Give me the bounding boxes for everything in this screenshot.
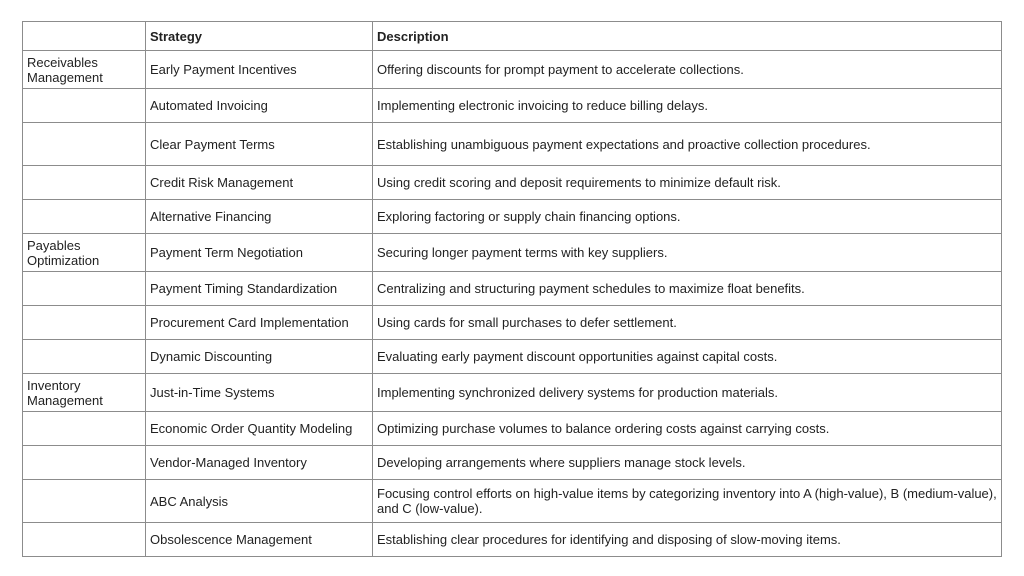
strategy-cell: Just-in-Time Systems [146, 374, 373, 412]
strategy-cell: Alternative Financing [146, 200, 373, 234]
strategy-cell: Early Payment Incentives [146, 51, 373, 89]
category-cell [23, 446, 146, 480]
table-row [23, 200, 1002, 234]
category-cell [23, 272, 146, 306]
table-row [23, 89, 1002, 123]
strategy-cell: Obsolescence Management [146, 523, 373, 557]
strategy-cell: ABC Analysis [146, 480, 373, 523]
category-cell [23, 480, 146, 523]
category-cell [23, 412, 146, 446]
table-row [23, 272, 1002, 306]
category-cell [23, 89, 146, 123]
description-cell: Implementing electronic invoicing to reduce billing delays. [373, 89, 1002, 123]
description-cell: Using cards for small purchases to defer settlement. [373, 306, 1002, 340]
category-cell [23, 340, 146, 374]
category-cell: Receivables Management [23, 51, 146, 89]
header-row [23, 22, 1002, 51]
strategy-cell: Vendor-Managed Inventory [146, 446, 373, 480]
table-row [23, 234, 1002, 272]
category-cell: Inventory Management [23, 374, 146, 412]
description-cell: Establishing clear procedures for identifying and disposing of slow-moving items. [373, 523, 1002, 557]
description-cell: Centralizing and structuring payment schedules to maximize float benefits. [373, 272, 1002, 306]
table-row [23, 480, 1002, 523]
description-cell: Exploring factoring or supply chain financing options. [373, 200, 1002, 234]
strategy-cell: Credit Risk Management [146, 166, 373, 200]
header-strategy: Strategy [146, 22, 373, 51]
description-cell: Implementing synchronized delivery systems for production materials. [373, 374, 1002, 412]
header-category [23, 22, 146, 51]
description-cell: Developing arrangements where suppliers manage stock levels. [373, 446, 1002, 480]
strategy-cell: Procurement Card Implementation [146, 306, 373, 340]
table-row [23, 123, 1002, 166]
table-row [23, 374, 1002, 412]
description-cell: Using credit scoring and deposit requirements to minimize default risk. [373, 166, 1002, 200]
description-cell: Establishing unambiguous payment expectations and proactive collection procedures. [373, 123, 1002, 166]
strategy-cell: Economic Order Quantity Modeling [146, 412, 373, 446]
category-cell [23, 123, 146, 166]
description-cell: Securing longer payment terms with key suppliers. [373, 234, 1002, 272]
strategy-cell: Automated Invoicing [146, 89, 373, 123]
table-row [23, 51, 1002, 89]
category-cell: Payables Optimization [23, 234, 146, 272]
description-cell: Focusing control efforts on high-value items by categorizing inventory into A (high-value), B (medium-value), and C (low-value). [373, 480, 1002, 523]
table-row [23, 306, 1002, 340]
table-row [23, 340, 1002, 374]
description-cell: Optimizing purchase volumes to balance ordering costs against carrying costs. [373, 412, 1002, 446]
category-cell [23, 523, 146, 557]
category-cell [23, 200, 146, 234]
strategy-cell: Clear Payment Terms [146, 123, 373, 166]
description-cell: Offering discounts for prompt payment to accelerate collections. [373, 51, 1002, 89]
category-cell [23, 306, 146, 340]
strategy-table [22, 21, 1002, 557]
table-row [23, 412, 1002, 446]
strategy-cell: Payment Timing Standardization [146, 272, 373, 306]
header-description: Description [373, 22, 1002, 51]
description-cell: Evaluating early payment discount opportunities against capital costs. [373, 340, 1002, 374]
table-row [23, 446, 1002, 480]
table-row [23, 166, 1002, 200]
category-cell [23, 166, 146, 200]
strategy-cell: Payment Term Negotiation [146, 234, 373, 272]
table-row [23, 523, 1002, 557]
strategy-cell: Dynamic Discounting [146, 340, 373, 374]
